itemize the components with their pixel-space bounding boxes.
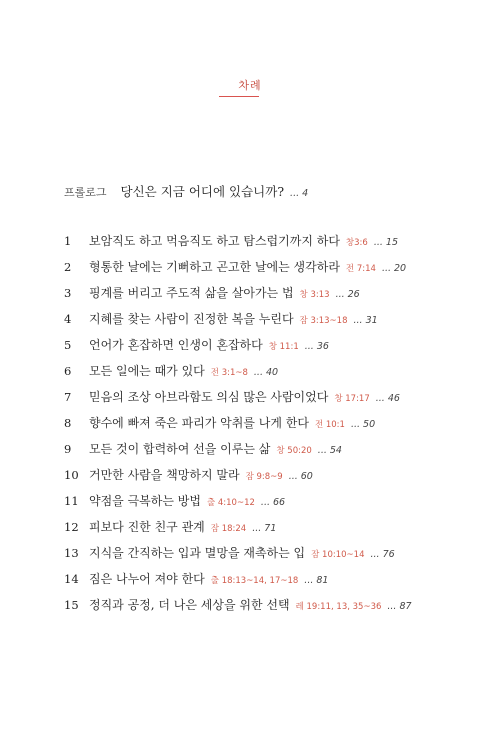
chapter-entry[interactable] (64, 232, 464, 258)
chapter-page: ... 26 (335, 289, 360, 300)
chapter-entry[interactable] (64, 336, 464, 362)
chapter-page: ... 50 (350, 419, 376, 430)
chapter-title: 거만한 사람을 책망하지 말라 (89, 468, 240, 482)
chapter-entry[interactable] (64, 570, 464, 596)
chapter-number: 12 (64, 520, 79, 534)
chapter-entry[interactable] (64, 518, 464, 544)
chapter-entry[interactable] (64, 492, 464, 518)
chapter-entry[interactable] (64, 388, 464, 414)
scripture-reference: 전 7:14 (345, 264, 376, 274)
chapter-entry[interactable] (64, 284, 464, 310)
chapter-number: 8 (64, 416, 72, 430)
scripture-reference: 출 18:13~14, 17~18 (210, 576, 299, 586)
chapter-number: 2 (64, 260, 72, 274)
scripture-reference: 창 17:17 (334, 394, 370, 404)
chapter-title: 모든 일에는 때가 있다 (89, 364, 205, 378)
chapter-page: ... 36 (304, 341, 329, 352)
chapter-list (64, 232, 464, 622)
scripture-reference: 잠 10:10~14 (311, 550, 365, 560)
chapter-number: 3 (64, 286, 72, 300)
chapter-title: 형통한 날에는 기뻐하고 곤고한 날에는 생각하라 (89, 260, 340, 274)
chapter-page: ... 76 (370, 549, 395, 560)
chapter-number: 7 (64, 390, 72, 404)
chapter-entry[interactable] (64, 544, 464, 570)
chapter-title: 지혜를 찾는 사람이 진정한 복을 누린다 (89, 312, 294, 326)
chapter-number: 14 (64, 572, 79, 586)
scripture-reference: 출 4:10~12 (206, 498, 255, 508)
scripture-reference: 창3:6 (345, 238, 368, 248)
chapter-number: 11 (64, 494, 79, 508)
chapter-page: ... 87 (387, 601, 412, 612)
heading-divider (219, 96, 259, 97)
chapter-number: 13 (64, 546, 79, 560)
chapter-title: 정직과 공정, 더 나은 세상을 위한 선택 (89, 598, 290, 612)
chapter-title: 모든 것이 합력하여 선을 이루는 삶 (89, 442, 271, 456)
scripture-reference: 창 3:13 (299, 290, 330, 300)
chapter-page: ... 15 (373, 237, 398, 248)
chapter-page: ... 81 (304, 575, 329, 586)
chapter-page: ... 60 (288, 471, 313, 482)
chapter-number: 10 (64, 468, 79, 482)
scripture-reference: 전 10:1 (314, 420, 345, 430)
chapter-title: 약점을 극복하는 방법 (89, 494, 201, 508)
chapter-page: ... 66 (260, 497, 286, 508)
chapter-number: 1 (64, 234, 72, 248)
chapter-title: 핑계를 버리고 주도적 삶을 살아가는 법 (89, 286, 294, 300)
scripture-reference: 창 50:20 (276, 446, 312, 456)
scripture-reference: 잠 3:13~18 (299, 316, 348, 326)
chapter-number: 6 (64, 364, 72, 378)
chapter-number: 15 (64, 598, 79, 612)
scripture-reference: 잠 9:8~9 (245, 472, 283, 482)
chapter-title: 지식을 간직하는 입과 멸망을 재촉하는 입 (89, 546, 306, 560)
chapter-title: 믿음의 조상 아브라함도 의심 많은 사람이었다 (89, 390, 329, 404)
chapter-entry[interactable] (64, 466, 464, 492)
chapter-page: ... 40 (253, 367, 279, 378)
chapter-page: ... 31 (353, 315, 378, 326)
chapter-title: 짐은 나누어 져야 한다 (89, 572, 205, 586)
scripture-reference: 잠 18:24 (210, 524, 247, 534)
chapter-entry[interactable] (64, 596, 464, 622)
chapter-entry[interactable] (64, 258, 464, 284)
chapter-number: 9 (64, 442, 72, 456)
chapter-page: ... 20 (381, 263, 407, 274)
prologue-label: 프롤로그 (64, 186, 107, 199)
prologue-page: ... 4 (290, 188, 309, 199)
chapter-page: ... 71 (252, 523, 277, 534)
chapter-entry[interactable] (64, 440, 464, 466)
chapter-number: 5 (64, 338, 72, 352)
scripture-reference: 전 3:1~8 (210, 368, 248, 378)
chapter-title: 보암직도 하고 먹음직도 하고 탐스럽기까지 하다 (89, 234, 340, 248)
prologue-entry[interactable] (64, 182, 308, 200)
chapter-page: ... 46 (375, 393, 400, 404)
chapter-number: 4 (64, 312, 72, 326)
chapter-entry[interactable] (64, 414, 464, 440)
chapter-title: 피보다 진한 친구 관계 (89, 520, 205, 534)
chapter-entry[interactable] (64, 310, 464, 336)
chapter-title: 언어가 혼잡하면 인생이 혼잡하다 (89, 338, 263, 352)
chapter-entry[interactable] (64, 362, 464, 388)
prologue-title: 당신은 지금 어디에 있습니까? (120, 184, 285, 199)
scripture-reference: 창 11:1 (268, 342, 299, 352)
chapter-title: 향수에 빠져 죽은 파리가 악취를 나게 한다 (89, 416, 309, 430)
toc-heading: 차례 (238, 79, 262, 92)
chapter-page: ... 54 (317, 445, 342, 456)
scripture-reference: 레 19:11, 13, 35~36 (295, 602, 382, 612)
